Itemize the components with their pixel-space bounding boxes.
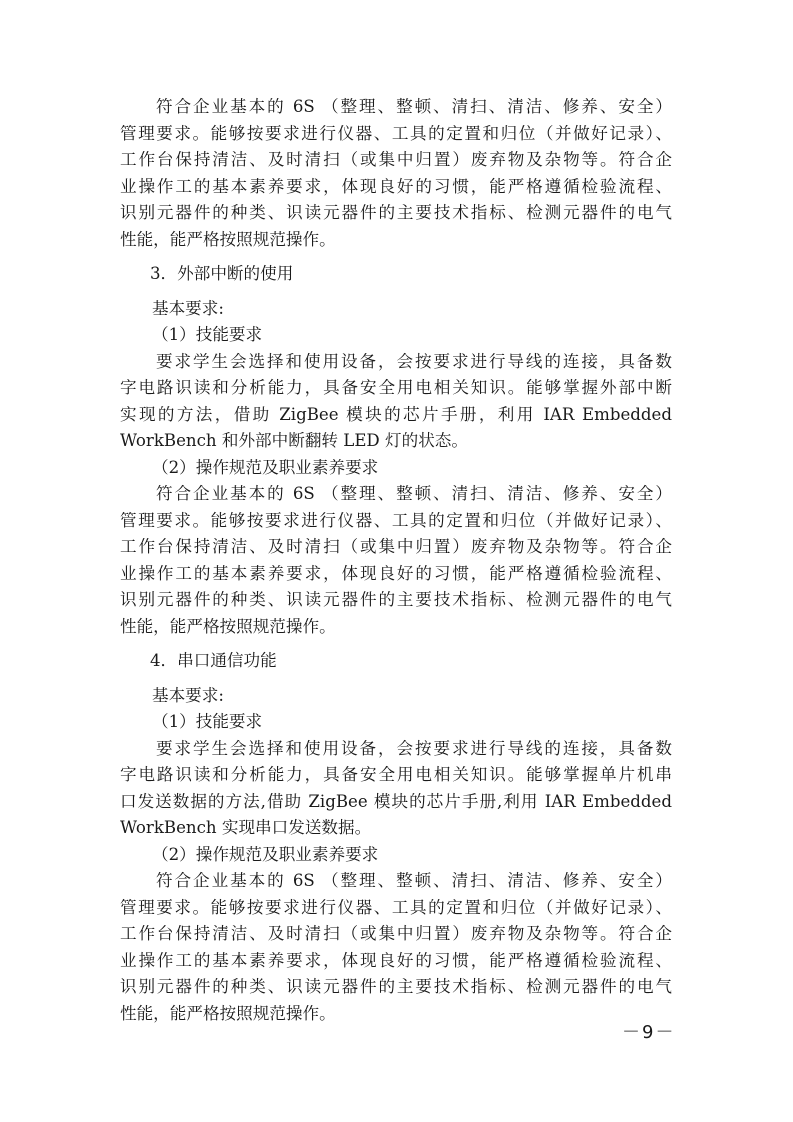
text-line: 业操作工的基本素养要求，体现良好的习惯，能严格遵循检验流程、 [120, 563, 672, 583]
text-line: 符合企业基本的 6S （整理、整顿、清扫、清洁、修养、安全） [156, 97, 672, 116]
paragraph-6s-requirements-1 [120, 94, 672, 253]
text-line: WorkBench 和外部中断翻转 LED 灯的状态。 [120, 431, 468, 450]
section-heading-3: 3．外部中断的使用 [150, 264, 294, 283]
text-line: 性能，能严格按照规范操作。 [120, 1003, 336, 1023]
operation-norms-label: （2）操作规范及职业素养要求 [152, 457, 379, 477]
text-line: 实现的方法，借助 ZigBee 模块的芯片手册，利用 IAR Embedded [120, 404, 672, 424]
basic-requirements-label: 基本要求: [152, 685, 224, 705]
skill-requirements-label: （1）技能要求 [152, 325, 263, 344]
text-line: 要求学生会选择和使用设备，会按要求进行导线的连接，具备数 [156, 738, 672, 758]
paragraph-6s-requirements-3 [120, 868, 672, 1027]
document-body [120, 94, 672, 1027]
text-line: 符合企业基本的 6S （整理、整顿、清扫、清洁、修养、安全） [156, 871, 672, 890]
basic-requirements-label: 基本要求: [152, 298, 224, 318]
text-line: 管理要求。能够按要求进行仪器、工具的定置和归位（并做好记录）、 [120, 897, 672, 917]
text-line: 工作台保持清洁、及时清扫（或集中归置）废弃物及杂物等。符合企 [120, 537, 672, 556]
text-line: 工作台保持清洁、及时清扫（或集中归置）废弃物及杂物等。符合企 [120, 924, 672, 943]
text-line: WorkBench 实现串口发送数据。 [120, 818, 372, 837]
text-line: 性能，能严格按照规范操作。 [120, 616, 336, 636]
skill-requirements-label: （1）技能要求 [152, 712, 263, 731]
text-line: 管理要求。能够按要求进行仪器、工具的定置和归位（并做好记录）、 [120, 510, 672, 530]
text-line: 工作台保持清洁、及时清扫（或集中归置）废弃物及杂物等。符合企 [120, 150, 672, 169]
paragraph-skill-requirements-4 [120, 736, 672, 842]
text-line: 符合企业基本的 6S （整理、整顿、清扫、清洁、修养、安全） [156, 484, 672, 503]
text-line: 口发送数据的方法,借助 ZigBee 模块的芯片手册,利用 IAR Embedded [120, 791, 672, 811]
text-line: 识别元器件的种类、识读元器件的主要技术指标、检测元器件的电气 [120, 977, 672, 996]
paragraph-skill-requirements-3 [120, 349, 672, 455]
text-line: 要求学生会选择和使用设备，会按要求进行导线的连接，具备数 [156, 351, 672, 371]
text-line: 业操作工的基本素养要求，体现良好的习惯，能严格遵循检验流程、 [120, 950, 672, 970]
text-line: 字电路识读和分析能力，具备安全用电相关知识。能够掌握外部中断 [120, 378, 672, 397]
text-line: 性能，能严格按照规范操作。 [120, 229, 336, 249]
text-line: 识别元器件的种类、识读元器件的主要技术指标、检测元器件的电气 [120, 203, 672, 222]
page-number: －9－ [622, 1022, 676, 1043]
operation-norms-label: （2）操作规范及职业素养要求 [152, 844, 379, 864]
section-heading-4: 4．串口通信功能 [150, 651, 277, 670]
paragraph-6s-requirements-2 [120, 481, 672, 640]
text-line: 识别元器件的种类、识读元器件的主要技术指标、检测元器件的电气 [120, 590, 672, 609]
text-line: 业操作工的基本素养要求，体现良好的习惯，能严格遵循检验流程、 [120, 176, 672, 196]
text-line: 管理要求。能够按要求进行仪器、工具的定置和归位（并做好记录）、 [120, 123, 672, 143]
text-line: 字电路识读和分析能力，具备安全用电相关知识。能够掌握单片机串 [120, 765, 672, 784]
